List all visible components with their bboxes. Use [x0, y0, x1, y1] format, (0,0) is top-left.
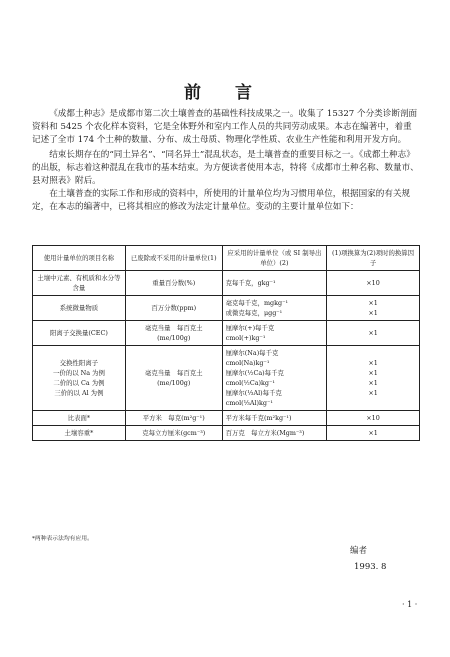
cell-old-unit-line: 百万分数(ppm): [151, 304, 197, 312]
cell-new-unit-line: 厘摩尔(⅓Al)每千克: [225, 389, 282, 397]
cell-new-unit: [222, 426, 326, 441]
cell-new-unit-line: 厘摩尔(Na)每千克: [225, 349, 279, 357]
cell-factor: [327, 426, 420, 441]
cell-item-line: 土壤容重*: [64, 429, 94, 437]
cell-new-unit: [222, 296, 326, 321]
cell-new-unit-line: 毫克每千克，mgkg⁻¹: [225, 299, 289, 307]
cell-factor: [327, 411, 420, 426]
cell-old-unit: [125, 426, 222, 441]
cell-old-unit: [125, 346, 222, 411]
cell-factor: [327, 321, 420, 346]
cell-new-unit: [222, 346, 326, 411]
table-row: [33, 271, 420, 296]
cell-factor-line: ×1: [368, 389, 378, 397]
cell-item-line: 比表面*: [67, 414, 91, 422]
table-row: [33, 346, 420, 411]
page-title: 前 言: [184, 83, 266, 103]
cell-item-line: 系统微量物质: [59, 304, 99, 312]
signature-author: 编者: [350, 546, 368, 556]
cell-new-unit-line: 或微克每克，μgg⁻¹: [225, 309, 283, 317]
paragraph-3: 在土壤普查的实际工作和形成的资料中，所使用的计量单位均为习惯用单位，根据国家的有关规定，在本志的编著中，已将其相应的修改为法定计量单位。变动的主要计量单位如下：: [32, 189, 411, 212]
unit-conversion-table: [32, 245, 420, 441]
cell-new-unit-line: cmol(⅓Al)kg⁻¹: [225, 399, 273, 407]
cell-item: [33, 426, 126, 441]
cell-new-unit-line: 百万克 每立方米(Mgm⁻³): [225, 429, 305, 437]
cell-item: [33, 271, 126, 296]
paragraph-1: 《成都土种志》是成都市第二次土壤普查的基础性科技成果之一。收集了 15327 个分类诊断剖面资料和 5425 个农化样本资料，它是全体野外和室内工作人员的共同劳动成果。本志在编著中，着重记述了全市 174 个土种的数量、分布、成土母质、物理化学性质、农业生产性能和利用开发方向。: [32, 109, 418, 145]
cell-item-line: 阳离子交换量(CEC): [50, 329, 108, 337]
cell-item: [33, 346, 126, 411]
cell-item: [33, 411, 126, 426]
cell-item-line: 二价的以 Ca 为例: [53, 379, 105, 387]
cell-old-unit: [125, 411, 222, 426]
cell-old-unit-line: 毫克当量 每百克土: [144, 369, 203, 377]
header-new-unit: 应采用的计量单位（或 SI 制导出单位）(2): [222, 246, 326, 271]
cell-old-unit-line: (me/100g): [157, 379, 191, 387]
page-number: · 1 ·: [402, 600, 418, 609]
cell-old-unit-line: 平方米 每克(m²g⁻¹): [142, 414, 205, 422]
cell-old-unit-line: 克每立方厘米(gcm⁻³): [142, 429, 206, 437]
cell-new-unit-line: 厘摩尔(+)每千克: [225, 324, 275, 332]
cell-old-unit: [125, 271, 222, 296]
paragraph-2: 结束长期存在的“同土异名”、“同名异土”混乱状态，是土壤普查的重要目标之一。《成都土种志》的出版，标志着这种混乱在我市的基本结束。为方便读者使用本志，特将《成都市土种名称、数量市、县对照表》附后。: [32, 150, 419, 186]
cell-item-line: 三价的以 Al 为例: [54, 389, 104, 397]
cell-factor-line: ×1: [368, 429, 378, 437]
table-row: [33, 411, 420, 426]
cell-item: [33, 296, 126, 321]
header-factor: (1)项换算为(2)项时的换算因子: [327, 246, 420, 271]
cell-old-unit-line: 重量百分数(%): [152, 279, 196, 287]
header-old-unit: 已废除或不采用的计量单位(1): [125, 246, 222, 271]
cell-new-unit-line: 厘摩尔(½Ca)每千克: [225, 369, 284, 377]
preface-body: [32, 108, 420, 214]
cell-old-unit: [125, 296, 222, 321]
cell-factor-line: ×1: [368, 379, 378, 387]
cell-new-unit: [222, 411, 326, 426]
cell-item-line: 土壤中元素、有机质和水分等含量: [37, 274, 121, 292]
cell-new-unit-line: cmol(½Ca)kg⁻¹: [225, 379, 275, 387]
cell-factor-line: ×1: [368, 369, 378, 377]
cell-item: [33, 321, 126, 346]
signature: [350, 543, 386, 575]
cell-old-unit-line: 毫克当量 每百克土: [144, 324, 203, 332]
cell-factor-line: ×1: [368, 359, 378, 367]
cell-factor-line: ×10: [366, 279, 380, 287]
table-row: [33, 296, 420, 321]
cell-new-unit-line: cmol(+)kg⁻¹: [225, 334, 266, 342]
cell-factor: [327, 346, 420, 411]
cell-old-unit: [125, 321, 222, 346]
cell-factor-line: ×1: [368, 309, 378, 317]
cell-new-unit-line: 平方米每千克(m²kg⁻¹): [225, 414, 292, 422]
footnote: *两种表示法均有应用。: [32, 536, 93, 542]
cell-item-line: 交换性阳离子: [59, 359, 99, 367]
table-header-row: [33, 246, 420, 271]
cell-old-unit-line: (me/100g): [157, 334, 191, 342]
table-row: [33, 426, 420, 441]
table-row: [33, 321, 420, 346]
cell-factor: [327, 296, 420, 321]
header-item: 使用计量单位的项目名称: [33, 246, 126, 271]
cell-new-unit-line: cmol(Na)kg⁻¹: [225, 359, 270, 367]
cell-factor-line: ×1: [368, 299, 378, 307]
cell-factor-line: ×1: [368, 329, 378, 337]
cell-factor: [327, 271, 420, 296]
cell-new-unit: [222, 271, 326, 296]
cell-factor-line: ×10: [366, 414, 380, 422]
cell-new-unit-line: 克每千克，gkg⁻¹: [225, 279, 276, 287]
cell-item-line: 一价的以 Na 为例: [53, 369, 105, 377]
cell-new-unit: [222, 321, 326, 346]
signature-date: 1993. 8: [354, 562, 387, 572]
